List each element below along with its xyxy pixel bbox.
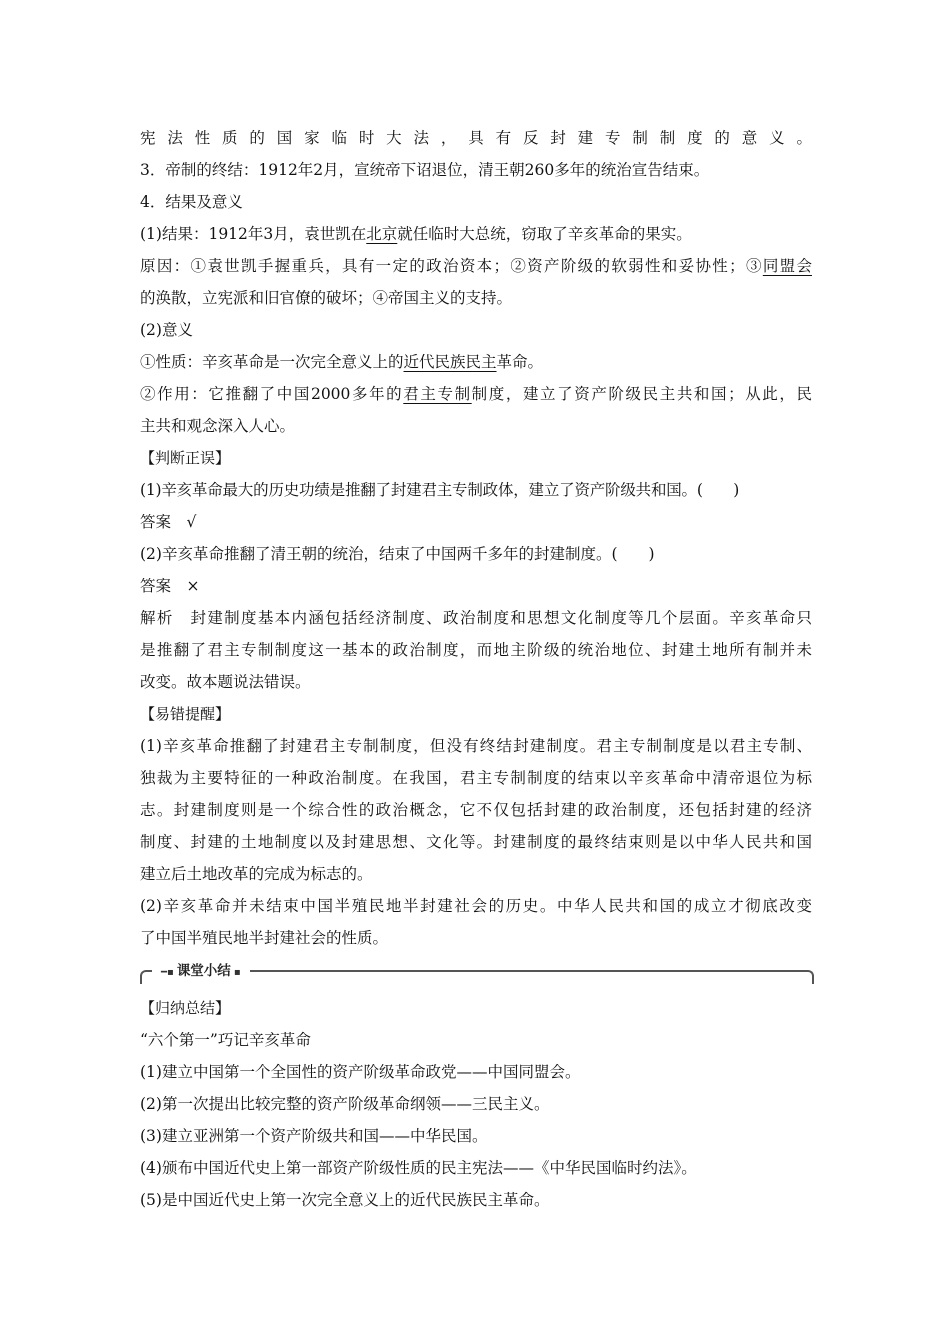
result-text: 就任临时大总统，窃取了辛亥革命的果实。 [397,225,692,243]
answer-1: 答案 √ [140,513,197,531]
text-line: 3．帝制的终结：1912年2月，宣统帝下诏退位，清王朝260多年的统治宣告结束。 [140,161,710,179]
meaning-title: (2)意义 [140,321,193,339]
nature-line [140,346,812,378]
summary-item: (5)是中国近代史上第一次完全意义上的近代民族民主革命。 [140,1191,550,1209]
reminder-heading: 【易错提醒】 [140,705,231,723]
summary-item: (1)建立中国第一个全国性的资产阶级革命政党——中国同盟会。 [140,1063,581,1081]
underlined-term: 北京 [366,225,398,243]
summary-bar-text: 课堂小结 [176,963,231,979]
reason-text: 原因：①袁世凯手握重兵，具有一定的政治资本；②资产阶级的软弱性和妥协性；③ [140,257,763,275]
result-line [140,218,812,250]
analysis-line: 解析 封建制度基本内涵包括经济制度、政治制度和思想文化制度等几个层面。辛亥革命只 [140,609,812,627]
judge-heading: 【判断正误】 [140,449,231,467]
text-line: 4．结果及意义 [140,193,243,211]
reminder-line: (1)辛亥革命推翻了封建君主专制制度，但没有终结封建制度。君主专制制度是以君主专制、 [140,737,812,755]
effect-text: 制度，建立了资产阶级民主共和国；从此，民 [471,385,812,403]
reason-line: 的涣散，立宪派和旧官僚的破坏；④帝国主义的支持。 [140,289,513,307]
text-line: 宪法性质的国家临时大法，具有反封建专制制度的意义。 [140,129,812,147]
reminder-line: 了中国半殖民地半封建社会的性质。 [140,929,389,947]
nature-text: ①性质：辛亥革命是一次完全意义上的 [140,353,404,371]
analysis-line: 是推翻了君主专制制度这一基本的政治制度，而地主阶级的统治地位、封建土地所有制并未 [140,641,812,659]
nature-text: 革命。 [496,353,544,371]
answer-2: 答案 × [140,577,200,595]
analysis-line: 改变。故本题说法错误。 [140,673,311,691]
reminder-line: 志。封建制度则是一个综合性的政治概念，它不仅包括封建的政治制度，还包括封建的经济 [140,801,812,819]
effect-line [140,378,812,410]
decor-dots-icon: ━▪ [161,967,174,978]
document-page [140,122,812,1216]
effect-line: 主共和观念深入人心。 [140,417,296,435]
summary-section-bar [140,960,812,990]
decor-dots-icon: ▪ [233,967,241,978]
result-text: (1)结果：1912年3月，袁世凯在 [140,225,367,243]
summary-heading: 【归纳总结】 [140,999,231,1017]
underlined-term: 同盟会 [762,257,812,275]
reason-line [140,250,812,282]
underlined-term: 近代民族民主 [403,353,497,371]
reminder-line: 独裁为主要特征的一种政治制度。在我国，君主专制制度的结束以辛亥革命中清帝退位为标 [140,769,812,787]
summary-item: (2)第一次提出比较完整的资产阶级革命纲领——三民主义。 [140,1095,550,1113]
question-1: (1)辛亥革命最大的历史功绩是推翻了封建君主专制政体，建立了资产阶级共和国。( ) [140,481,740,499]
reminder-line: 建立后土地改革的完成为标志的。 [140,865,373,883]
summary-item: (4)颁布中国近代史上第一部资产阶级性质的民主宪法——《中华民国临时约法》。 [140,1159,697,1177]
summary-subtitle: “六个第一”巧记辛亥革命 [140,1031,311,1049]
question-2: (2)辛亥革命推翻了清王朝的统治，结束了中国两千多年的封建制度。( ) [140,545,655,563]
effect-text: ②作用：它推翻了中国2000多年的 [140,385,404,403]
reminder-line: 制度、封建的土地制度以及封建思想、文化等。封建制度的最终结束则是以中华人民共和国 [140,833,812,851]
underlined-term: 君主专制 [403,385,472,403]
summary-bar-label [152,960,250,982]
summary-item: (3)建立亚洲第一个资产阶级共和国——中华民国。 [140,1127,488,1145]
reminder-line: (2)辛亥革命并未结束中国半殖民地半封建社会的历史。中华人民共和国的成立才彻底改变 [140,897,812,915]
